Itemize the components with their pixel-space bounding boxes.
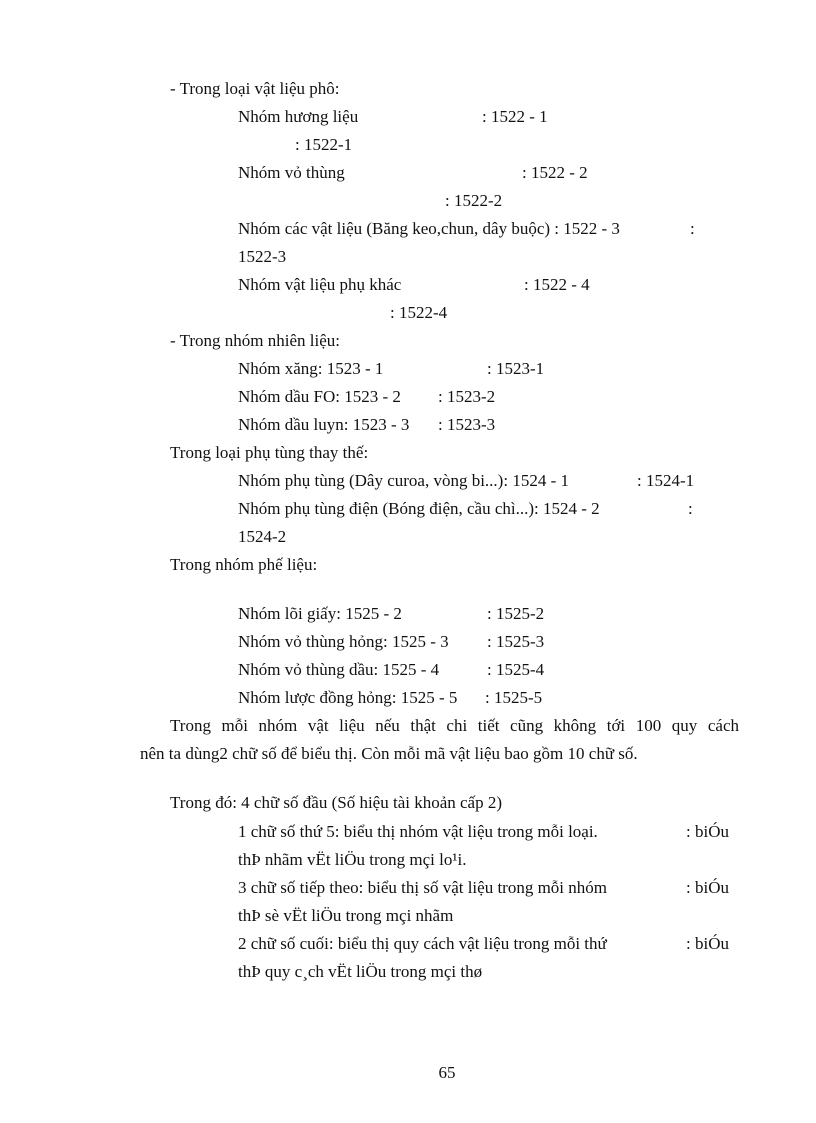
item-alt-code: : 1522-4 — [390, 303, 448, 322]
item-alt-code: 1522-3 — [238, 247, 287, 266]
section-heading-phu: - Trong loại vật liệu phô: — [170, 79, 340, 98]
item-alt-code: : 1525-2 — [487, 604, 545, 623]
item-text: 2 chữ số cuối: biểu thị quy cách vật liệu trong mỗi thứ — [238, 934, 607, 953]
item-label: Nhóm vật liệu phụ khác — [238, 275, 402, 294]
item-alt-code: : 1522-2 — [445, 191, 503, 210]
item-code: : 1522 - 4 — [524, 275, 590, 294]
item-alt-code: : biÓu — [686, 822, 729, 841]
section-heading-phe-lieu: Trong nhóm phế liệu: — [170, 555, 318, 574]
item-continuation: thÞ nhãm vËt liÖu trong mçi lo¹i. — [238, 850, 467, 869]
item-label: Nhóm dầu FO: 1523 - 2 — [238, 387, 401, 406]
item-label: Nhóm dầu luyn: 1523 - 3 — [238, 415, 410, 434]
item-label: Nhóm phụ tùng điện (Bóng điện, cầu chì...): 1524 - 2 — [238, 499, 600, 518]
item-label: Nhóm hương liệu — [238, 107, 359, 126]
paragraph-line: nên ta dùng2 chữ số để biểu thị. Còn mỗi mã vật liệu bao gồm 10 chữ số. — [140, 744, 638, 763]
item-alt-code: 1524-2 — [238, 527, 287, 546]
item-text: 1 chữ số thứ 5: biểu thị nhóm vật liệu trong mỗi loại. — [238, 822, 598, 841]
paragraph-line: Trong mỗi nhóm vật liệu nếu thật chi tiết cũng không tới 100 quy cách — [170, 716, 739, 735]
item-colon: : — [688, 499, 693, 518]
section-heading-trong-do: Trong đó: 4 chữ số đầu (Số hiệu tài khoản cấp 2) — [170, 793, 503, 812]
item-continuation: thÞ sè vËt liÖu trong mçi nhãm — [238, 906, 454, 925]
item-alt-code: : 1525-5 — [485, 688, 543, 707]
item-alt-code: : 1524-1 — [637, 471, 695, 490]
item-alt-code: : 1525-4 — [487, 660, 545, 679]
item-text: 3 chữ số tiếp theo: biểu thị số vật liệu trong mỗi nhóm — [238, 878, 608, 897]
item-label: Nhóm xăng: 1523 - 1 — [238, 359, 384, 378]
page-number: 65 — [438, 1063, 456, 1082]
item-alt-code: : 1523-3 — [438, 415, 496, 434]
item-alt-code: : 1523-2 — [438, 387, 496, 406]
section-heading-phu-tung: Trong loại phụ tùng thay thế: — [170, 443, 369, 462]
item-colon: : — [690, 219, 695, 238]
item-label: Nhóm lược đồng hỏng: 1525 - 5 — [238, 688, 458, 707]
item-alt-code: : biÓu — [686, 934, 729, 953]
item-alt-code: : 1522-1 — [295, 135, 353, 154]
item-label: Nhóm lõi giấy: 1525 - 2 — [238, 604, 402, 623]
item-text: Nhóm các vật liệu (Băng keo,chun, dây buộc) : 1522 - 3 — [238, 219, 620, 238]
item-label: Nhóm vỏ thùng dầu: 1525 - 4 — [238, 660, 440, 679]
item-alt-code: : 1525-3 — [487, 632, 545, 651]
item-continuation: thÞ quy c¸ch vËt liÖu trong mçi thø — [238, 962, 483, 981]
item-label: Nhóm vỏ thùng hỏng: 1525 - 3 — [238, 632, 449, 651]
item-code: : 1522 - 1 — [482, 107, 548, 126]
section-heading-nhien-lieu: - Trong nhóm nhiên liệu: — [170, 331, 341, 350]
item-alt-code: : 1523-1 — [487, 359, 545, 378]
item-label: Nhóm phụ tùng (Dây curoa, vòng bi...): 1524 - 1 — [238, 471, 569, 490]
item-alt-code: : biÓu — [686, 878, 729, 897]
item-label: Nhóm vỏ thùng — [238, 163, 345, 182]
item-code: : 1522 - 2 — [522, 163, 588, 182]
